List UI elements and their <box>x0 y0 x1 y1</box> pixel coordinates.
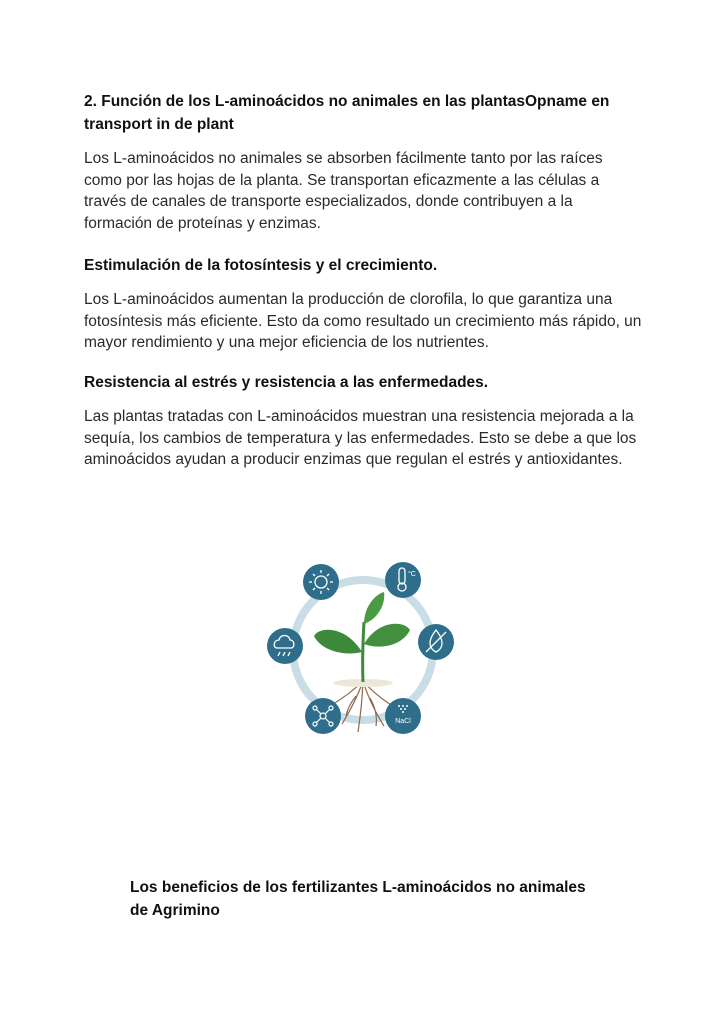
roots <box>330 681 396 732</box>
intro-paragraph: Los L-aminoácidos no animales se absorben fácilmente tanto por las raíces como por las hojas de la planta. Se transportan eficazmente a las células a través de canales de transporte especializados, donde contribuyen a la formación de proteínas y enzimas. <box>84 150 603 232</box>
photosynthesis-paragraph: Los L-aminoácidos aumentan la producción de clorofila, lo que garantiza una fotosíntesis más eficiente. Esto da como resultado un crecimiento más rápido, un mayor rendimiento y una mejor eficiencia de los nutrientes. <box>84 291 642 351</box>
stress-paragraph: Las plantas tratadas con L-aminoácidos muestran una resistencia mejorada a la sequía, los cambios de temperatura y las enfermedades. Esto se debe a que los aminoácidos ayudan a producir enzimas que regulan el estrés y antioxidantes. <box>84 408 637 468</box>
intro-block <box>84 148 644 234</box>
left-leaf <box>314 630 362 654</box>
section-heading: 2. Función de los L-aminoácidos no animales en las plantasOpname en transport in de plant <box>84 93 610 133</box>
plant-stress-figure <box>258 556 468 746</box>
thermometer-badge <box>385 562 421 598</box>
top-leaf <box>364 592 384 624</box>
stem <box>363 622 364 682</box>
photosynthesis-block <box>84 255 644 277</box>
plant-stress-illustration <box>258 556 468 746</box>
storm-badge <box>267 628 303 664</box>
stress-block <box>84 372 644 394</box>
salt-label: NaCl <box>395 718 411 725</box>
right-leaf <box>364 624 410 647</box>
stress-heading: Resistencia al estrés y resistencia a las enfermedades. <box>84 374 489 391</box>
photosynthesis-heading: Estimulación de la fotosíntesis y el crecimiento. <box>84 257 438 274</box>
stress-text-block <box>84 406 644 471</box>
thermometer-label: °C <box>408 571 416 578</box>
section-block <box>84 90 644 136</box>
salt-badge <box>385 698 421 734</box>
figure-caption: Los beneficios de los fertilizantes L-aminoácidos no animales de Agrimino <box>130 879 586 919</box>
no-water-badge <box>418 624 454 660</box>
photosynthesis-text-block <box>84 289 644 354</box>
sun-badge <box>303 564 339 600</box>
molecule-badge <box>305 698 341 734</box>
